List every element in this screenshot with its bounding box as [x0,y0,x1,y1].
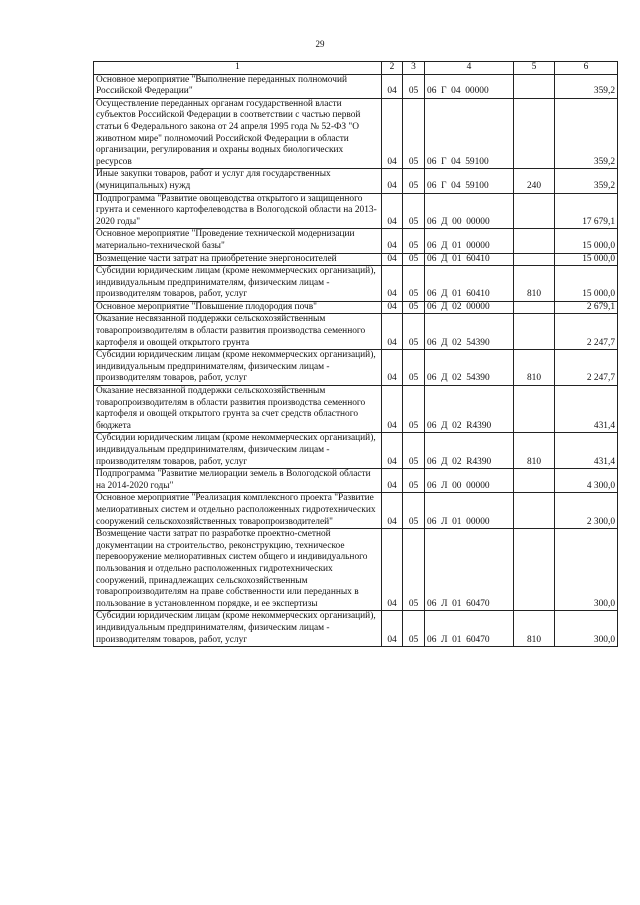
expense-type-cell: 810 [514,350,555,386]
target-article-cell: 06 Г 04 00000 [425,74,514,98]
subsection-code-cell: 05 [403,469,425,493]
expense-type-cell [514,493,555,529]
row-name-cell: Субсидии юридическим лицам (кроме некоммерческих организаций), индивидуальным предпринимателям, физическим лицам - производителям товаров, работ, услуг [94,611,382,647]
expense-type-cell [514,314,555,350]
amount-cell: 2 300,0 [555,493,618,529]
table-row [94,611,618,647]
row-name-cell: Возмещение части затрат по разработке проектно-сметной документации на строительство, реконструкцию, техническое перевооружение мелиоративных систем общего и индивидуального пользования и отдельно расположенных гидротехнических сооружений, принадлежащих сельскохозяйственным товаропроизводителям на праве собственности или переданных в пользование в установленном порядке, и ее экспертизы [94,529,382,611]
table-row [94,493,618,529]
row-name-cell: Субсидии юридическим лицам (кроме некоммерческих организаций), индивидуальным предпринимателям, физическим лицам - производителям товаров, работ, услуг [94,350,382,386]
row-name-cell: Оказание несвязанной поддержки сельскохозяйственным товаропроизводителям в области развития производства семенного картофеля и овощей открытого грунта за счет средств областного бюджета [94,386,382,433]
target-article-cell: 06 Д 00 00000 [425,193,514,229]
section-code-cell: 04 [382,229,403,253]
row-name-cell: Основное мероприятие "Проведение технической модернизации материально-технической базы" [94,229,382,253]
amount-cell: 300,0 [555,611,618,647]
target-article-cell: 06 Л 01 60470 [425,611,514,647]
row-name-cell: Субсидии юридическим лицам (кроме некоммерческих организаций), индивидуальным предпринимателям, физическим лицам - производителям товаров, работ, услуг [94,266,382,302]
header-cell: 2 [382,62,403,75]
amount-cell: 15 000,0 [555,266,618,302]
amount-cell: 4 300,0 [555,469,618,493]
amount-cell: 2 679,1 [555,301,618,314]
target-article-cell: 06 Д 02 R4390 [425,386,514,433]
expense-type-cell: 810 [514,266,555,302]
row-name-cell: Основное мероприятие "Повышение плодородия почв" [94,301,382,314]
target-article-cell: 06 Д 02 00000 [425,301,514,314]
row-name-cell: Подпрограмма "Развитие мелиорации земель в Вологодской области на 2014-2020 годы" [94,469,382,493]
target-article-cell: 06 Д 02 54390 [425,314,514,350]
subsection-code-cell: 05 [403,529,425,611]
section-code-cell: 04 [382,266,403,302]
subsection-code-cell: 05 [403,386,425,433]
row-name-cell: Основное мероприятие "Выполнение переданных полномочий Российской Федерации" [94,74,382,98]
target-article-cell: 06 Г 04 59100 [425,98,514,169]
section-code-cell: 04 [382,98,403,169]
amount-cell: 300,0 [555,529,618,611]
table-row [94,350,618,386]
expense-type-cell [514,386,555,433]
table-row [94,193,618,229]
subsection-code-cell: 05 [403,266,425,302]
subsection-code-cell: 05 [403,350,425,386]
amount-cell: 2 247,7 [555,314,618,350]
expense-type-cell: 240 [514,169,555,193]
expense-type-cell [514,229,555,253]
section-code-cell: 04 [382,611,403,647]
subsection-code-cell: 05 [403,193,425,229]
header-cell: 3 [403,62,425,75]
subsection-code-cell: 05 [403,253,425,266]
row-name-cell: Возмещение части затрат на приобретение энергоносителей [94,253,382,266]
amount-cell: 431,4 [555,433,618,469]
header-row [94,62,618,75]
row-name-cell: Оказание несвязанной поддержки сельскохозяйственным товаропроизводителям в области развития производства семенного картофеля и овощей открытого грунта [94,314,382,350]
table-row [94,169,618,193]
section-code-cell: 04 [382,350,403,386]
target-article-cell: 06 Л 01 00000 [425,493,514,529]
expense-type-cell: 810 [514,611,555,647]
row-name-cell: Субсидии юридическим лицам (кроме некоммерческих организаций), индивидуальным предпринимателям, физическим лицам - производителям товаров, работ, услуг [94,433,382,469]
page-number: 29 [315,39,325,49]
header-cell: 5 [514,62,555,75]
subsection-code-cell: 05 [403,169,425,193]
section-code-cell: 04 [382,169,403,193]
amount-cell: 359,2 [555,98,618,169]
table-row [94,229,618,253]
expense-type-cell: 810 [514,433,555,469]
target-article-cell: 06 Д 02 R4390 [425,433,514,469]
subsection-code-cell: 05 [403,301,425,314]
table-row [94,469,618,493]
section-code-cell: 04 [382,253,403,266]
subsection-code-cell: 05 [403,314,425,350]
expense-type-cell [514,74,555,98]
amount-cell: 15 000,0 [555,253,618,266]
subsection-code-cell: 05 [403,611,425,647]
table-row [94,314,618,350]
table-row [94,386,618,433]
section-code-cell: 04 [382,469,403,493]
row-name-cell: Подпрограмма "Развитие овощеводства открытого и защищенного грунта и семенного картофелеводства в Вологодской области на 2013-2020 годы" [94,193,382,229]
target-article-cell: 06 Л 01 60470 [425,529,514,611]
target-article-cell: 06 Г 04 59100 [425,169,514,193]
expense-type-cell [514,529,555,611]
subsection-code-cell: 05 [403,493,425,529]
target-article-cell: 06 Д 01 60410 [425,253,514,266]
section-code-cell: 04 [382,529,403,611]
header-cell: 1 [94,62,382,75]
target-article-cell: 06 Д 01 00000 [425,229,514,253]
table-row [94,301,618,314]
expense-type-cell [514,193,555,229]
section-code-cell: 04 [382,493,403,529]
expense-type-cell [514,98,555,169]
table-row [94,266,618,302]
budget-table [93,61,618,647]
header-cell: 6 [555,62,618,75]
section-code-cell: 04 [382,301,403,314]
row-name-cell: Иные закупки товаров, работ и услуг для государственных (муниципальных) нужд [94,169,382,193]
table-row [94,253,618,266]
section-code-cell: 04 [382,193,403,229]
amount-cell: 359,2 [555,74,618,98]
row-name-cell: Осуществление переданных органам государственной власти субъектов Российской Федерации в соответствии с частью первой статьи 6 Федерального закона от 24 апреля 1995 года № 52-ФЗ "О животном мире" полномочий Российской Федерации в области организации, регулирования и охраны водных биологических ресурсов [94,98,382,169]
section-code-cell: 04 [382,74,403,98]
subsection-code-cell: 05 [403,74,425,98]
table-row [94,433,618,469]
section-code-cell: 04 [382,314,403,350]
target-article-cell: 06 Д 01 60410 [425,266,514,302]
amount-cell: 17 679,1 [555,193,618,229]
section-code-cell: 04 [382,386,403,433]
amount-cell: 359,2 [555,169,618,193]
expense-type-cell [514,301,555,314]
subsection-code-cell: 05 [403,98,425,169]
row-name-cell: Основное мероприятие "Реализация комплексного проекта "Развитие мелиоративных систем и отдельно расположенных гидротехнических сооружений сельскохозяйственных товаропроизводителей" [94,493,382,529]
amount-cell: 15 000,0 [555,229,618,253]
subsection-code-cell: 05 [403,229,425,253]
table-row [94,98,618,169]
header-cell: 4 [425,62,514,75]
expense-type-cell [514,253,555,266]
table-row [94,74,618,98]
table-row [94,529,618,611]
expense-type-cell [514,469,555,493]
amount-cell: 2 247,7 [555,350,618,386]
table-body [94,74,618,647]
section-code-cell: 04 [382,433,403,469]
subsection-code-cell: 05 [403,433,425,469]
target-article-cell: 06 Д 02 54390 [425,350,514,386]
target-article-cell: 06 Л 00 00000 [425,469,514,493]
amount-cell: 431,4 [555,386,618,433]
